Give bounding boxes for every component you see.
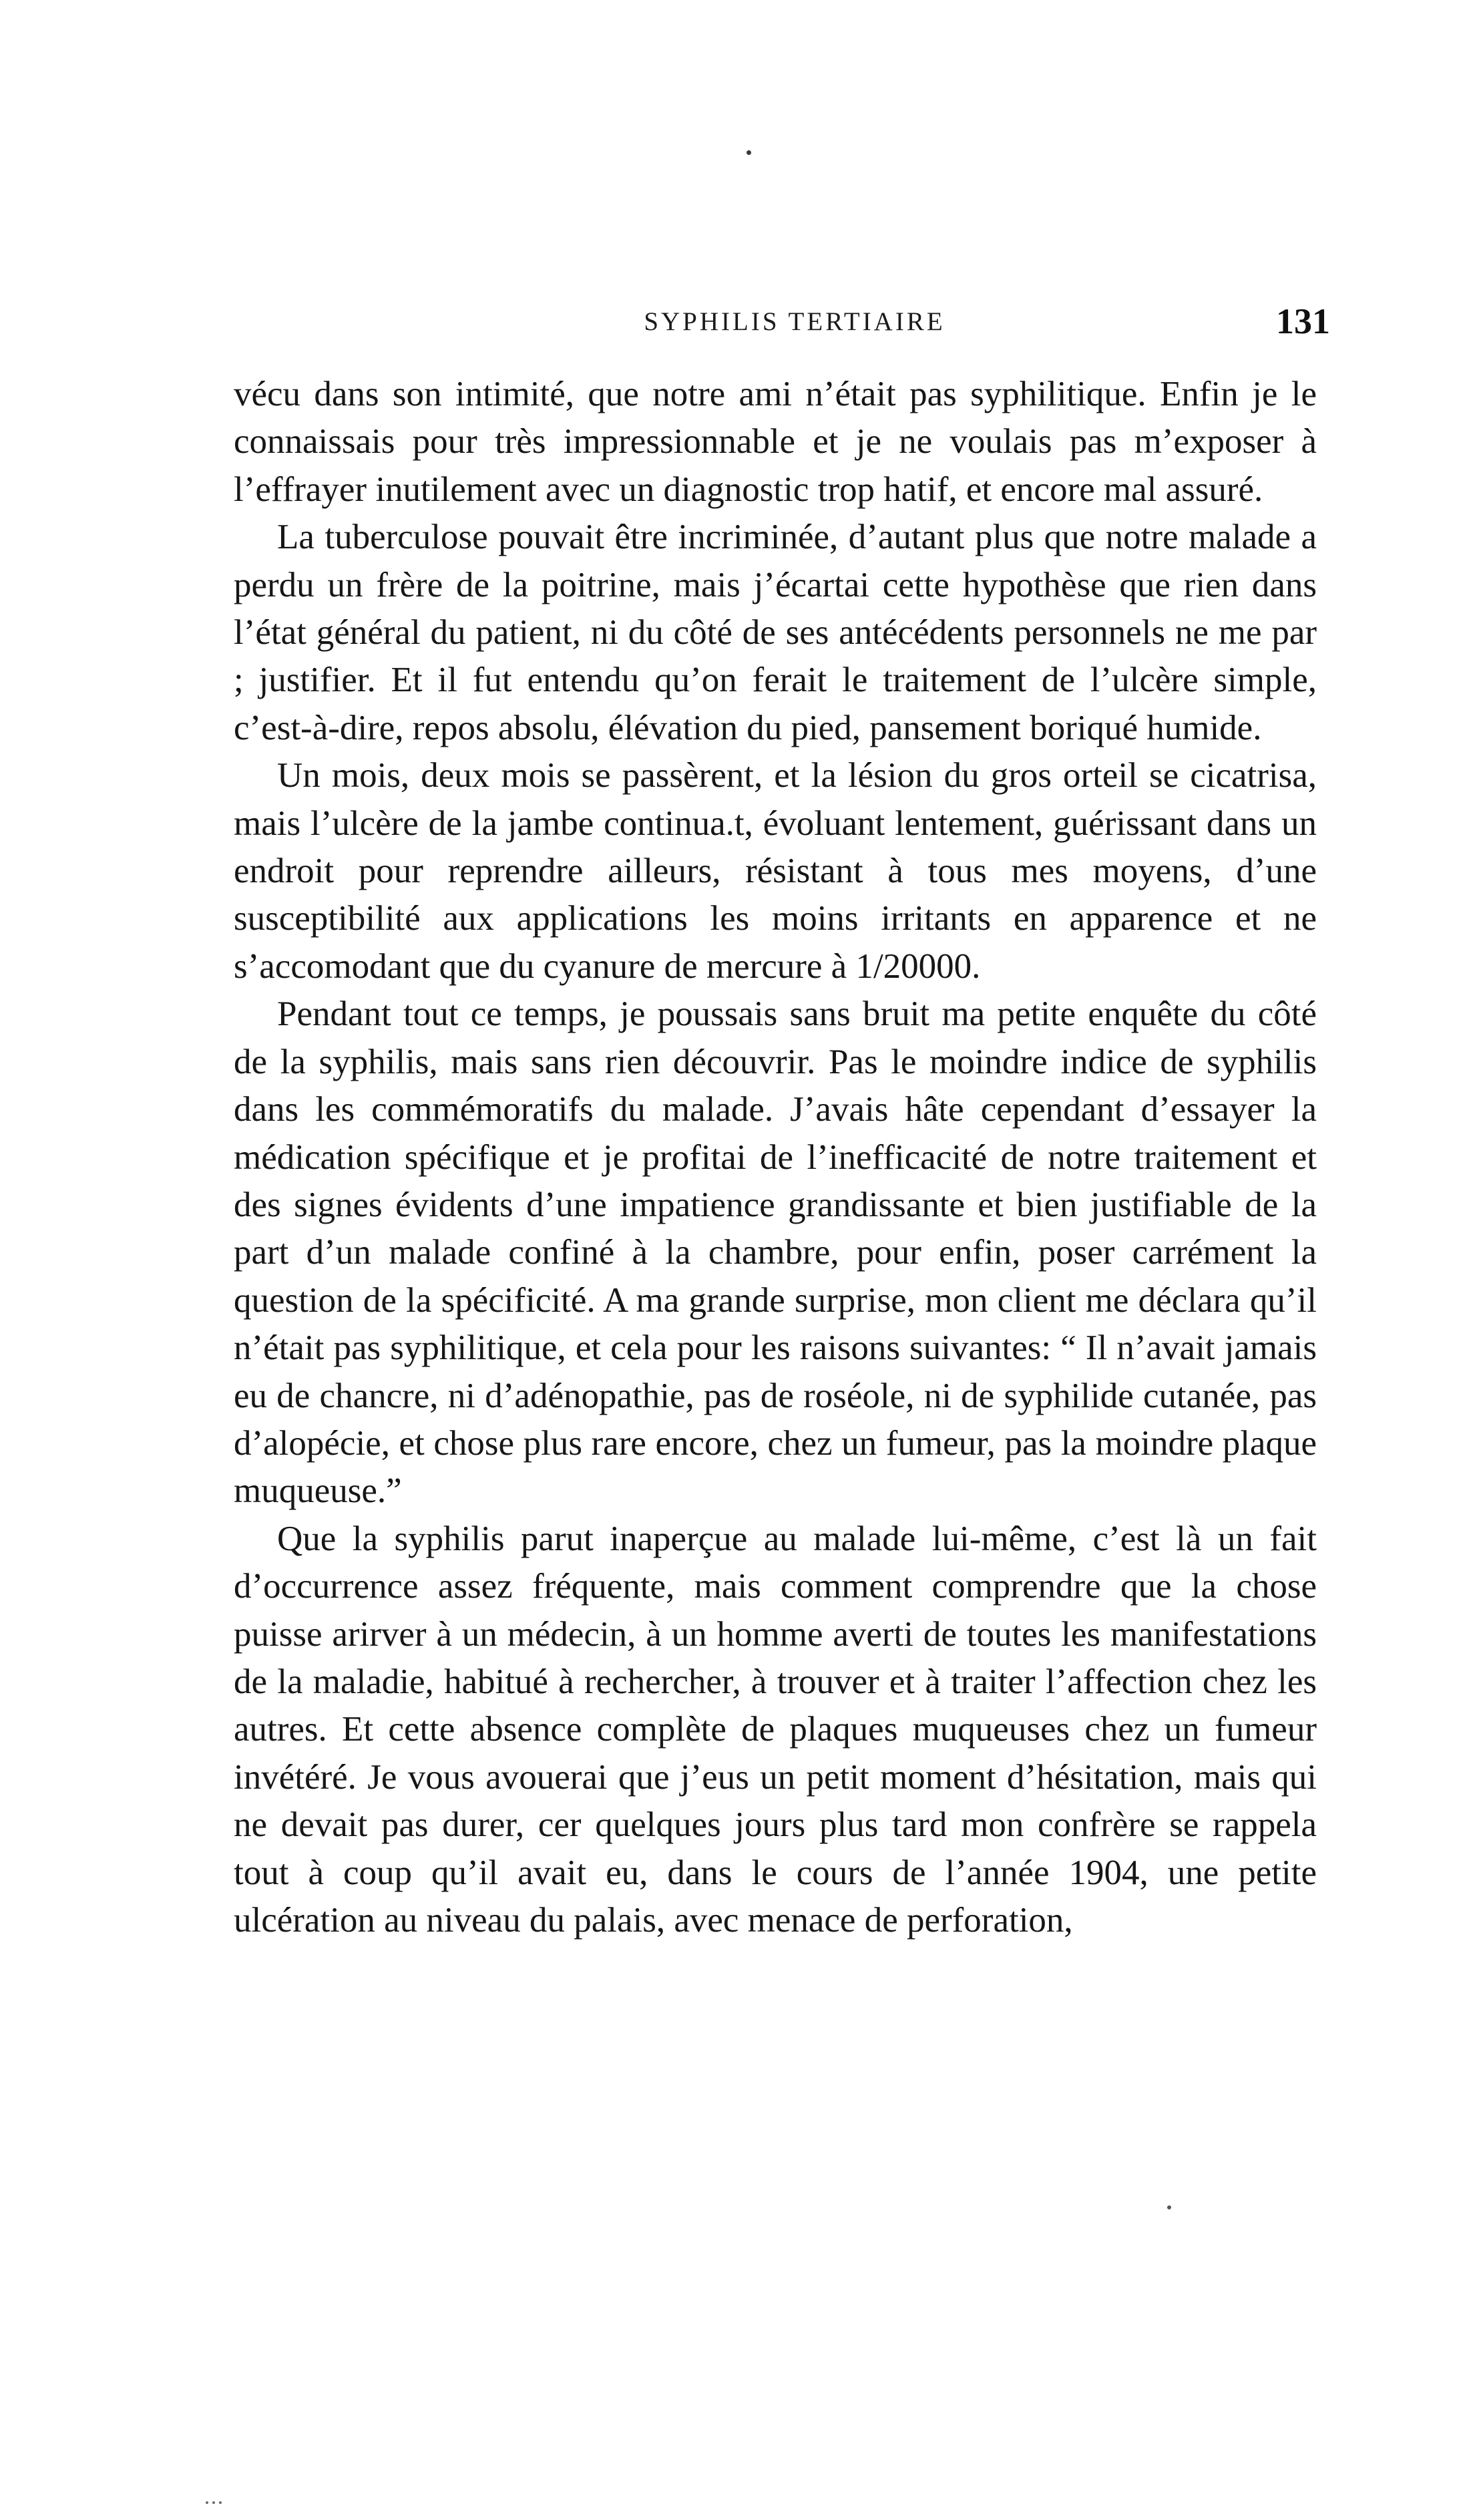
paragraph-inquiry: Pendant tout ce temps, je poussais sans bruit ma petite enquête du côté de la syphilis, mais sans rien découvrir. Pas le moindre indice de syphilis dans les commémoratifs du malade. J’avais hâte cependant d’essayer la médication spécifique et je profitai de l’inefficacité de notre traitement et des signes évidents d’une impatience grandissante et bien justifiable de la part d’un malade confiné à la chambre, pour enfin, poser carrément la question de la spécificité. A ma grande surprise, mon client me déclara qu’il n’était pas syphilitique, et cela pour les raisons suivantes: “ Il n’avait jamais eu de chancre, ni d’adénopathie, pas de roséole, ni de syphilide cutanée, pas d’alopécie, et chose plus rare encore, chez un fumeur, pas la moindre plaque muqueuse.” [234,995,1317,1511]
scan-mark [206,2499,239,2506]
paragraph-tuberculosis: La tuberculose pouvait être incriminée, d’autant plus que notre malade a perdu un frère de la poitrine, mais j’écartai cette hypothèse que rien dans l’état général du patient, ni du côté de ses antécédents personnels ne me par ; justifier. Et il fut entendu qu’on ferait le traitement de l’ulcère simple, c’est-à-dire, repos absolu, élévation du pied, pansement boriqué humide. [234,518,1317,747]
running-title: SYPHILIS TERTIAIRE [644,307,945,336]
body-text [234,371,1317,1944]
page-number: 131 [1276,301,1330,341]
running-head [0,302,1479,342]
paragraph-ulcer-progress: Un mois, deux mois se passèrent, et la lésion du gros orteil se cicatrisa, mais l’ulcère de la jambe continua.t, évoluant lentement, guérissant dans un endroit pour reprendre ailleurs, résistant à tous mes moyens, d’une susceptibilité aux applications les moins irritants en apparence et ne s’accomodant que du cyanure de mercure à 1/20000. [234,756,1317,986]
paragraph-unnoticed-syphilis: Que la syphilis parut inaperçue au malade lui-même, c’est là un fait d’occurrence assez fréquente, mais comment comprendre que la chose puisse arirver à un médecin, à un homme averti de toutes les manifestations de la maladie, habitué à rechercher, à trouver et à traiter l’affection chez les autres. Et cette absence complète de plaques muqueuses chez un fumeur invétéré. Je vous avouerai que j’eus un petit moment d’hésitation, mais qui ne devait pas durer, cer quelques jours plus tard mon confrère se rappela tout à coup qu’il avait eu, dans le cours de l’année 1904, une petite ulcération au niveau du palais, avec menace de perforation, [234,1519,1317,1940]
ink-speck [1167,2205,1171,2209]
ink-speck [747,150,751,155]
paragraph-continuation: vécu dans son intimité, que notre ami n’était pas syphilitique. Enfin je le connaissais pour très impressionnable et je ne voulais pas m’exposer à l’effrayer inutilement avec un diagnostic trop hatif, et encore mal assuré. [234,375,1317,509]
